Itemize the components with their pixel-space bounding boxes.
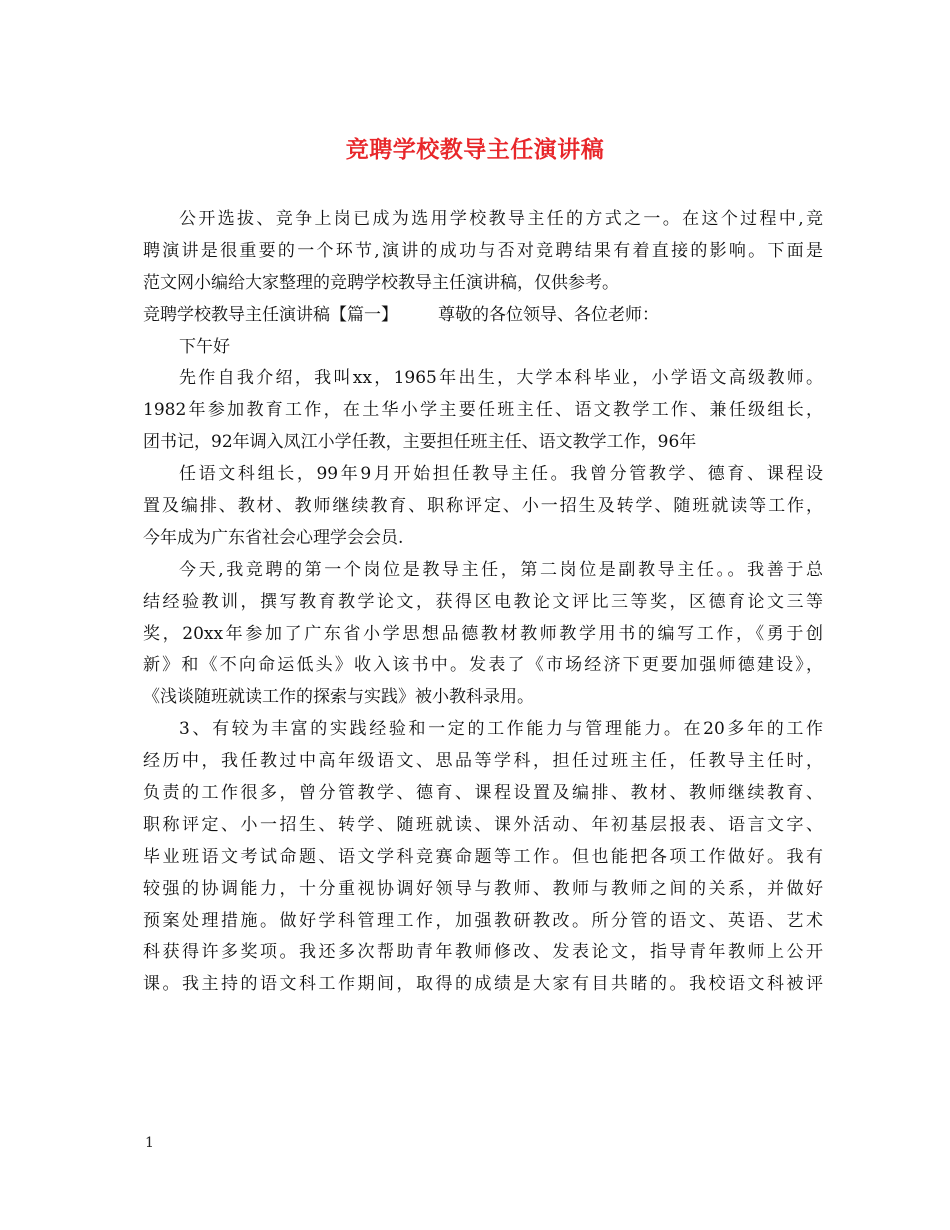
body-line: 1982年参加教育工作，在土华小学主要任班主任、语文教学工作、兼任级组长， [143, 400, 823, 421]
body-line: 毕业班语文考试命题、语文学科竞赛命题等工作。但也能把各项工作做好。我有 [143, 846, 823, 867]
body-line: 课。我主持的语文科工作期间，取得的成绩是大家有目共睹的。我校语文科被评 [143, 974, 823, 995]
body-line: 今天,我竞聘的第一个岗位是教导主任，第二岗位是副教导主任。。我善于总 [179, 559, 823, 580]
body-line: 置及编排、教材、教师继续教育、职称评定、小一招生及转学、随班就读等工作， [143, 496, 823, 517]
body-line: 公开选拔、竞争上岗已成为选用学校教导主任的方式之一。在这个过程中,竞 [179, 209, 823, 229]
body-line: 下午好 [179, 336, 230, 357]
body-line: 任语文科组长，99年9月开始担任教导主任。我曾分管教学、德育、课程设 [179, 464, 823, 485]
body-line: 预案处理措施。做好学科管理工作，加强教研教改。所分管的语文、英语、艺术 [143, 910, 823, 931]
body-line: 奖，20xx年参加了广东省小学思想品德教材教师教学用书的编写工作，《勇于创 [143, 623, 823, 644]
body-line: 新》和《不向命运低头》收入该书中。发表了《市场经济下更要加强师德建设》， [143, 655, 823, 676]
salutation: 尊敬的各位领导、各位老师： [438, 304, 659, 325]
body-line: 负责的工作很多，曾分管教学、德育、课程设置及编排、教材、教师继续教育、 [143, 783, 823, 804]
body-line: 3、有较为丰富的实践经验和一定的工作能力与管理能力。在20多年的工作 [179, 719, 823, 740]
body-line: 职称评定、小一招生、转学、随班就读、课外活动、年初基层报表、语言文字、 [143, 814, 823, 835]
document-title: 竞聘学校教导主任演讲稿 [345, 136, 605, 163]
body-line: 较强的协调能力，十分重视协调好领导与教师、教师与教师之间的关系，并做好 [143, 878, 823, 899]
body-line: 结经验教训，撰写教育教学论文，获得区电教论文评比三等奖，区德育论文三等 [143, 591, 823, 612]
body-line: 经历中，我任教过中高年级语文、思品等学科，担任过班主任，任教导主任时， [143, 751, 823, 772]
document-body [143, 204, 823, 1001]
body-line: 今年成为广东省社会心理学会会员. [143, 527, 404, 548]
body-line: 科获得许多奖项。我还多次帮助青年教师修改、发表论文，指导青年教师上公开 [143, 942, 823, 963]
body-line: 《浅谈随班就读工作的探索与实践》被小教科录用。 [143, 687, 534, 708]
body-line: 先作自我介绍，我叫xx，1965年出生，大学本科毕业，小学语文高级教师。 [179, 368, 823, 389]
section-heading: 竞聘学校教导主任演讲稿【篇一】 [143, 304, 398, 325]
body-line: 团书记，92年调入凤江小学任教，主要担任班主任、语文教学工作，96年 [143, 432, 697, 453]
body-line: 聘演讲是很重要的一个环节,演讲的成功与否对竞聘结果有着直接的影响。下面是 [143, 240, 823, 261]
section-heading-line [143, 300, 823, 332]
page-number: 1 [145, 1135, 154, 1151]
body-line: 范文网小编给大家整理的竞聘学校教导主任演讲稿，仅供参考。 [143, 272, 619, 293]
